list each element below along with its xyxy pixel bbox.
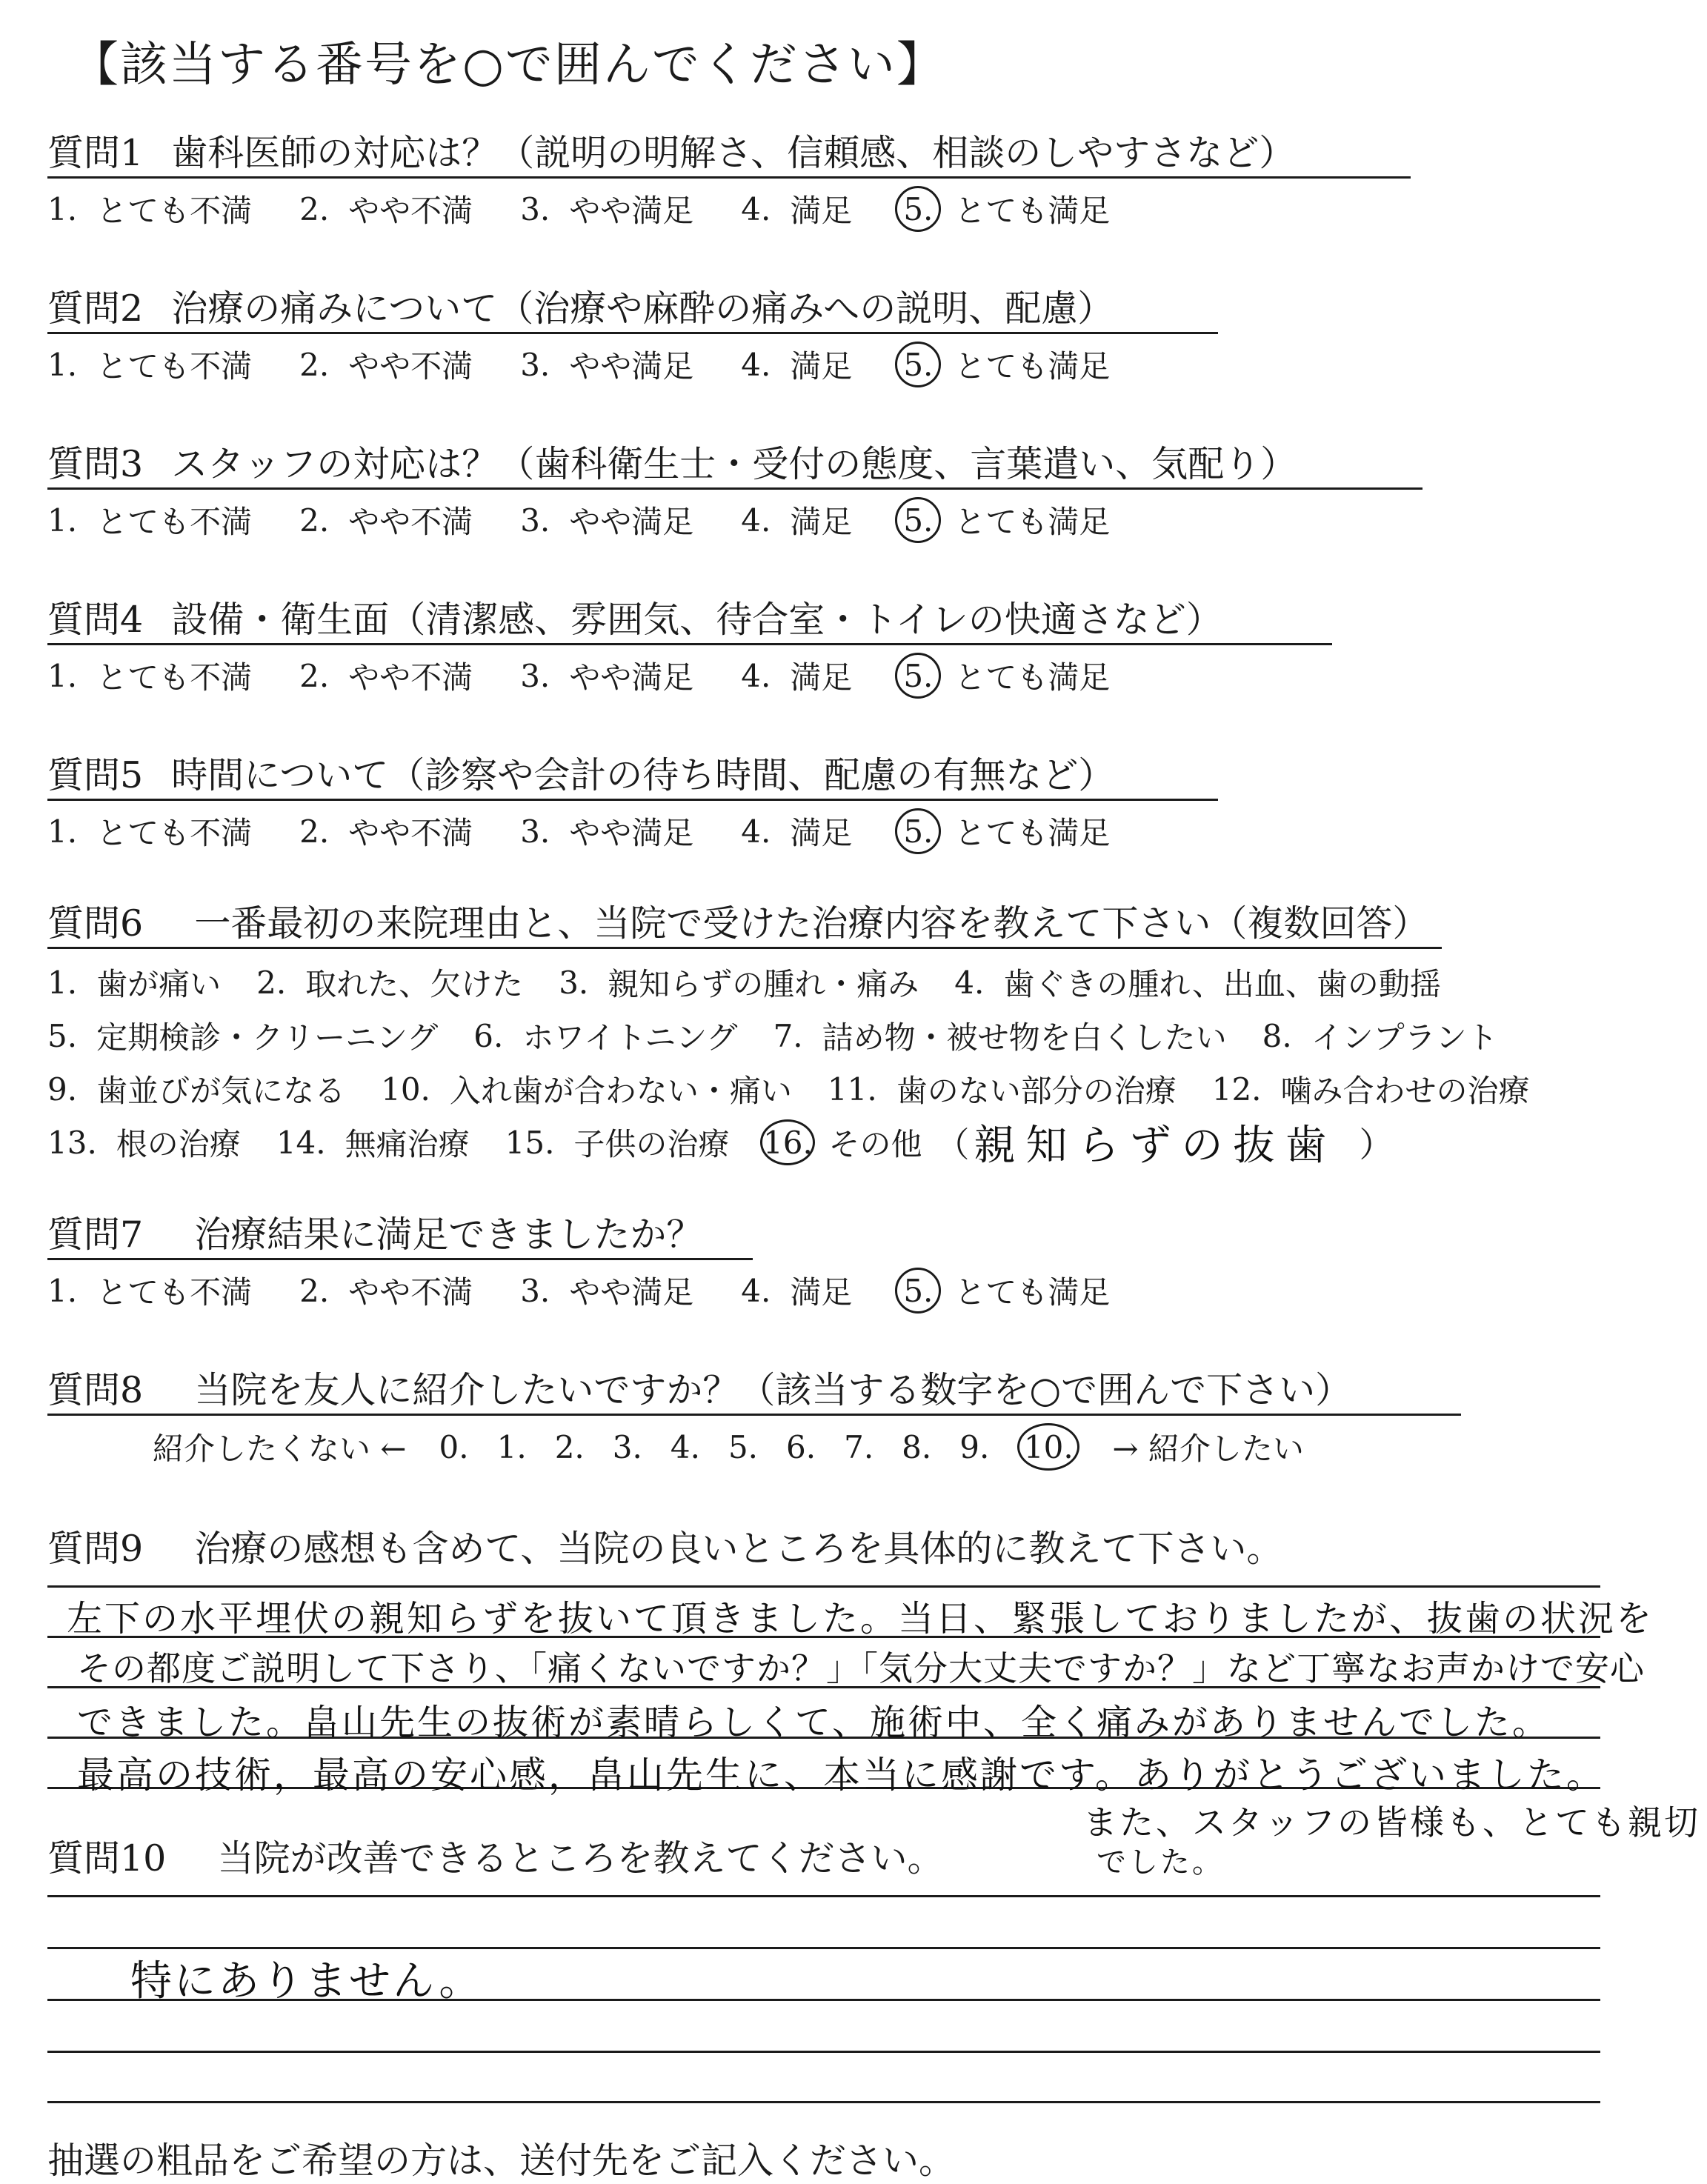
rating-options [47, 652, 1157, 699]
option-label: やや満足 [569, 348, 694, 384]
option-label: やや不満 [348, 1274, 473, 1311]
rating-options [47, 341, 1157, 388]
rating-option-1[interactable] [47, 809, 252, 853]
question-title: 治療の痛みについて（治療や麻酔の痛みへの説明、配慮） [171, 287, 1114, 330]
rating-option-4[interactable] [741, 498, 852, 542]
option-number: 1. [47, 190, 78, 227]
rating-options [47, 808, 1157, 855]
q6-option[interactable] [773, 1013, 1227, 1058]
option-label: 噛み合わせの治療 [1280, 1073, 1530, 1109]
question-title: 設備・衛生面（清潔感、雰囲気、待合室・トイレの快適さなど） [171, 599, 1222, 641]
option-label: とても満足 [954, 815, 1111, 851]
other-reason-text: 親知らずの抜歯 [974, 1122, 1337, 1170]
question-underline [47, 947, 1442, 949]
rating-option-1[interactable] [47, 1268, 252, 1313]
scale-option-2[interactable]: 2. [554, 1428, 585, 1465]
option-number: 14. [276, 1124, 326, 1161]
rating-option-5[interactable] [899, 186, 1110, 232]
q6-option-row [47, 956, 1565, 1009]
option-label: 無痛治療 [345, 1126, 470, 1162]
q6-option[interactable] [1262, 1013, 1498, 1058]
footer-note: 抽選の粗品をご希望の方は、送付先をご記入ください。 [47, 2140, 956, 2182]
option-label: やや満足 [569, 659, 694, 696]
scale-option-6[interactable]: 6. [786, 1428, 816, 1465]
handwritten-answer: 特にありません。 [130, 1957, 483, 2005]
option-label: 満足 [790, 193, 853, 229]
rating-option-4[interactable] [741, 653, 852, 698]
option-label: とても満足 [954, 504, 1111, 540]
q6-option[interactable] [276, 1120, 470, 1165]
option-label: 歯のない部分の治療 [896, 1073, 1177, 1109]
option-number: 16. [760, 1119, 815, 1165]
q6-option-row [47, 1116, 1565, 1169]
option-number: 4. [741, 502, 771, 539]
option-label: 満足 [790, 348, 853, 384]
scale-option-1[interactable]: 1. [496, 1428, 527, 1465]
question-id: 質問2 [47, 287, 144, 330]
handwritten-comment-line: その都度ご説明して下さり、「痛くないですか？」「気分大丈夫ですか？」など丁寧なお声かけで安心 [77, 1648, 1645, 1688]
option-label: 詰め物・被せ物を白くしたい [822, 1019, 1227, 1056]
question-underline [47, 1414, 1461, 1416]
option-number: 1. [47, 1272, 78, 1309]
option-number: 5. [895, 497, 941, 543]
rating-option-2[interactable] [299, 342, 473, 387]
option-number: 2. [299, 657, 330, 694]
option-number: 3. [520, 813, 550, 850]
rating-option-2[interactable] [299, 653, 473, 698]
q6-option[interactable] [47, 1013, 438, 1058]
option-label: その他 [828, 1126, 922, 1162]
question-id: 質問3 [47, 443, 144, 485]
option-label: とても不満 [96, 504, 253, 540]
scale-option-8[interactable]: 8. [902, 1428, 932, 1465]
option-number: 3. [520, 190, 550, 227]
question-id: 質問9 [47, 1528, 144, 1570]
option-number: 8. [1262, 1017, 1292, 1054]
option-label: 入れ歯が合わない・痛い [449, 1073, 792, 1109]
rating-option-1[interactable] [47, 498, 252, 542]
option-number: 4. [741, 813, 771, 850]
q6-option[interactable] [505, 1120, 730, 1165]
option-label: とても不満 [96, 1274, 253, 1311]
question-title: 一番最初の来院理由と、当院で受けた治療内容を教えて下さい（複数回答） [194, 902, 1429, 945]
rating-option-2[interactable] [299, 187, 473, 231]
rating-option-3[interactable] [520, 187, 693, 231]
rating-option-5[interactable] [899, 653, 1110, 699]
option-number: 2. [256, 964, 287, 1001]
question-underline [47, 1258, 753, 1260]
option-label: 歯並びが気になる [96, 1073, 346, 1109]
question-id: 質問10 [47, 1837, 167, 1880]
option-number: 4. [741, 657, 771, 694]
option-number: 5. [895, 342, 941, 387]
rating-option-3[interactable] [520, 1268, 693, 1313]
question-underline [47, 799, 1218, 801]
option-label: 親知らずの腫れ・痛み [608, 966, 919, 1002]
option-number: 5. [895, 1268, 941, 1314]
option-label: 満足 [790, 659, 853, 696]
option-label: 満足 [790, 815, 853, 851]
option-number: 4. [741, 190, 771, 227]
question-id: 質問7 [47, 1213, 144, 1256]
question-id: 質問4 [47, 599, 144, 641]
option-number: 9. [47, 1071, 78, 1108]
option-label: やや不満 [348, 193, 473, 229]
option-label: 満足 [790, 1274, 853, 1311]
scale-option-7[interactable]: 7. [844, 1428, 874, 1465]
scale-option-10[interactable]: 10. [1017, 1423, 1079, 1471]
handwritten-comment-line: 左下の水平埋伏の親知らずを抜いて頂きました。当日、緊張しておりましたが、抜歯の状況を [67, 1598, 1654, 1639]
option-number: 3. [520, 657, 550, 694]
paren-close: ） [1359, 1125, 1394, 1165]
q6-option[interactable] [828, 1067, 1177, 1111]
option-number: 4. [741, 1272, 771, 1309]
scale-option-5[interactable]: 5. [728, 1428, 759, 1465]
q6-option[interactable] [256, 960, 523, 1005]
option-number: 4. [954, 964, 985, 1001]
option-number: 1. [47, 657, 78, 694]
option-label: とても不満 [96, 659, 253, 696]
option-label: とても満足 [954, 1274, 1111, 1311]
answer-line [47, 2051, 1600, 2053]
option-number: 13. [47, 1124, 97, 1161]
rating-option-2[interactable] [299, 498, 473, 542]
option-number: 2. [299, 502, 330, 539]
option-number: 3. [520, 502, 550, 539]
option-label: 根の治療 [116, 1126, 241, 1162]
rating-option-2[interactable] [299, 809, 473, 853]
option-label: やや満足 [569, 504, 694, 540]
scale-right-label: → 紹介したい [1112, 1431, 1304, 1467]
option-number: 1. [47, 502, 78, 539]
q6-option[interactable] [765, 1119, 922, 1165]
q7-options [47, 1267, 1157, 1314]
option-number: 2. [299, 190, 330, 227]
rating-option-3[interactable] [520, 498, 693, 542]
question-title: 時間について（診察や会計の待ち時間、配慮の有無など） [171, 754, 1115, 796]
other-reason[interactable] [935, 1113, 1393, 1172]
question-title: 歯科医師の対応は？（説明の明解さ、信頼感、相談のしやすさなど） [171, 132, 1296, 174]
option-label: 子供の治療 [573, 1126, 730, 1162]
question-underline [47, 643, 1332, 645]
question-title: スタッフの対応は？（歯科衛生士・受付の態度、言葉遣い、気配り） [171, 443, 1297, 485]
question-title: 治療の感想も含めて、当院の良いところを具体的に教えて下さい。 [194, 1528, 1283, 1570]
rating-option-3[interactable] [520, 653, 693, 698]
option-number: 5. [895, 808, 941, 854]
handwritten-comment-line: できました。畠山先生の抜術が素晴らしくて、施術中、全く痛みがありませんでした。 [77, 1702, 1551, 1743]
q6-option-row [47, 1009, 1565, 1062]
q6-option[interactable] [954, 960, 1441, 1005]
rating-option-5[interactable] [899, 342, 1110, 387]
rating-option-2[interactable] [299, 1268, 473, 1313]
option-number: 2. [299, 1272, 330, 1309]
option-label: やや不満 [348, 659, 473, 696]
option-label: とても満足 [954, 659, 1111, 696]
rating-option-1[interactable] [47, 187, 252, 231]
option-number: 5. [895, 653, 941, 699]
option-label: 定期検診・クリーニング [96, 1019, 439, 1056]
rating-options [47, 185, 1157, 233]
option-number: 1. [47, 813, 78, 850]
rating-option-5[interactable] [899, 1268, 1110, 1314]
option-label: とても満足 [954, 193, 1111, 229]
option-number: 1. [47, 964, 78, 1001]
option-label: とても不満 [96, 815, 253, 851]
option-label: やや不満 [348, 504, 473, 540]
option-label: ホワイトニング [522, 1019, 738, 1056]
option-label: 歯ぐきの腫れ、出血、歯の動揺 [1003, 966, 1441, 1002]
option-label: インプラント [1311, 1019, 1498, 1056]
option-label: やや満足 [569, 1274, 694, 1311]
q6-option[interactable] [381, 1067, 792, 1111]
option-label: やや不満 [348, 348, 473, 384]
option-number: 3. [559, 964, 589, 1001]
rating-option-3[interactable] [520, 342, 693, 387]
rating-option-5[interactable] [899, 497, 1110, 543]
rating-option-1[interactable] [47, 653, 252, 698]
rating-option-4[interactable] [741, 187, 852, 231]
answer-line [47, 1895, 1600, 1897]
question-title: 治療結果に満足できましたか？ [194, 1213, 703, 1256]
question-id: 質問8 [47, 1369, 144, 1411]
q6-option[interactable] [1212, 1067, 1530, 1111]
option-label: 満足 [790, 504, 853, 540]
scale-option-9[interactable]: 9. [959, 1428, 990, 1465]
option-label: とても満足 [954, 348, 1111, 384]
option-label: 歯が痛い [96, 966, 222, 1002]
option-number: 6. [473, 1017, 504, 1054]
rating-options [47, 496, 1157, 544]
question-id: 質問5 [47, 754, 144, 796]
handwritten-comment-line: でした。 [1097, 1845, 1224, 1880]
answer-line [47, 1585, 1600, 1588]
option-number: 15. [505, 1124, 555, 1161]
question-id: 質問6 [47, 902, 144, 945]
handwritten-comment-line: 最高の技術，最高の安心感，畠山先生に、本当に感謝です。ありがとうございました。 [77, 1754, 1605, 1797]
question-underline [47, 332, 1218, 334]
option-number: 3. [520, 1272, 550, 1309]
q6-options [47, 956, 1565, 1169]
option-label: とても不満 [96, 348, 253, 384]
option-label: 取れた、欠けた [305, 966, 524, 1002]
option-number: 5. [895, 186, 941, 232]
paren-open: （ [935, 1125, 970, 1165]
option-number: 2. [299, 813, 330, 850]
q6-option[interactable] [47, 1067, 345, 1111]
option-number: 2. [299, 346, 330, 383]
option-number: 3. [520, 346, 550, 383]
rating-option-4[interactable] [741, 342, 852, 387]
option-number: 12. [1211, 1071, 1262, 1108]
handwritten-comment-line: また、スタッフの皆様も、とても親切 [1083, 1802, 1700, 1842]
option-number: 1. [47, 346, 78, 383]
rating-option-4[interactable] [741, 809, 852, 853]
scale-option-3[interactable]: 3. [612, 1428, 642, 1465]
question-id: 質問1 [47, 132, 144, 174]
option-label: やや満足 [569, 193, 694, 229]
q6-option-row [47, 1062, 1565, 1116]
question-title: 当院を友人に紹介したいですか？（該当する数字を○で囲んで下さい） [194, 1369, 1352, 1411]
rating-option-1[interactable] [47, 342, 252, 387]
rating-option-4[interactable] [741, 1268, 852, 1313]
question-underline [47, 487, 1422, 490]
rating-option-3[interactable] [520, 809, 693, 853]
page-heading: 【該当する番号を○で囲んでください】 [71, 38, 945, 93]
option-number: 4. [741, 346, 771, 383]
question-title: 当院が改善できるところを教えてください。 [217, 1837, 944, 1880]
question-underline [47, 176, 1411, 179]
option-number: 11. [827, 1071, 877, 1108]
option-number: 5. [47, 1017, 78, 1054]
answer-line [47, 2101, 1600, 2103]
option-number: 7. [773, 1017, 803, 1054]
scale-left-label: 紹介したくない ← [153, 1431, 407, 1467]
q6-option[interactable] [559, 960, 919, 1005]
rating-option-5[interactable] [899, 808, 1110, 854]
option-label: とても不満 [96, 193, 253, 229]
q6-option[interactable] [473, 1013, 737, 1058]
q8-scale [153, 1421, 1332, 1473]
scale-option-0[interactable]: 0. [439, 1428, 469, 1465]
q6-option[interactable] [47, 1120, 241, 1165]
scale-option-4[interactable]: 4. [670, 1428, 700, 1465]
option-label: やや不満 [348, 815, 473, 851]
option-label: やや満足 [569, 815, 694, 851]
q6-option[interactable] [47, 960, 221, 1005]
option-number: 10. [381, 1071, 430, 1108]
